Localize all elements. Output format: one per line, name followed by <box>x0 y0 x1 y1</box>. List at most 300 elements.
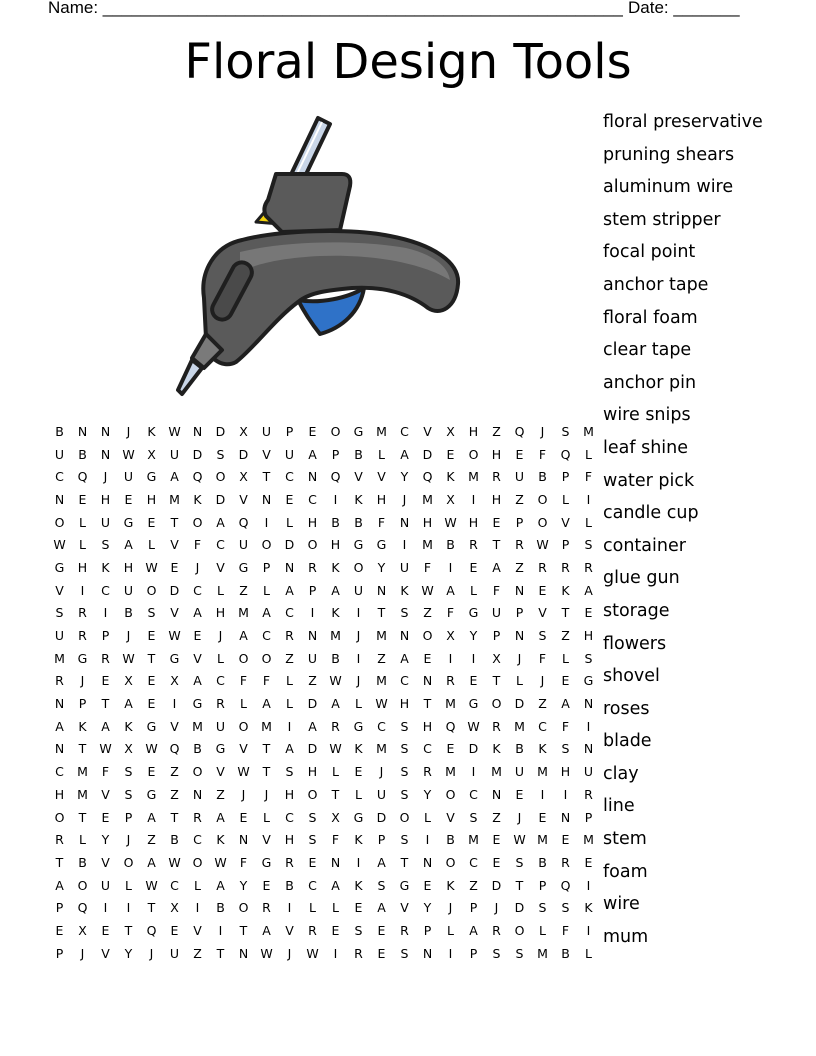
grid-letter: N <box>376 582 387 598</box>
grid-letter: E <box>331 922 340 938</box>
grid-letter: S <box>561 741 570 757</box>
grid-letter: S <box>400 741 409 757</box>
grid-letter: E <box>193 628 202 644</box>
grid-letter: Z <box>492 423 501 439</box>
grid-letter: T <box>239 922 248 938</box>
grid-letter: N <box>307 628 318 644</box>
grid-letter: L <box>263 582 270 598</box>
grid-letter: W <box>214 854 227 870</box>
grid-letter: P <box>308 582 317 598</box>
grid-letter: I <box>356 605 361 621</box>
grid-letter: Q <box>560 877 571 893</box>
grid-letter: O <box>238 900 249 916</box>
grid-letter: W <box>306 945 319 961</box>
grid-letter: L <box>585 446 592 462</box>
grid-letter: B <box>216 900 225 916</box>
grid-letter: W <box>329 741 342 757</box>
word-list-item: focal point <box>603 242 696 263</box>
grid-letter: M <box>445 696 456 712</box>
grid-letter: O <box>215 469 226 485</box>
grid-row <box>48 942 600 965</box>
grid-letter: N <box>54 741 65 757</box>
grid-letter: D <box>468 741 479 757</box>
grid-letter: S <box>400 945 409 961</box>
grid-letter: E <box>78 491 87 507</box>
grid-letter: M <box>537 764 548 780</box>
grid-letter: A <box>561 696 570 712</box>
grid-letter: S <box>515 945 524 961</box>
grid-letter: H <box>376 491 387 507</box>
word-list-item: glue gun <box>603 568 680 589</box>
grid-row <box>48 420 600 443</box>
grid-letter: W <box>145 877 158 893</box>
grid-letter: T <box>147 650 156 666</box>
grid-letter: L <box>585 945 592 961</box>
grid-letter: R <box>55 673 64 689</box>
grid-letter: R <box>101 650 110 666</box>
grid-letter: P <box>584 809 593 825</box>
grid-letter: L <box>470 582 477 598</box>
grid-letter: Q <box>514 423 525 439</box>
word-list-item: clear tape <box>603 340 692 361</box>
grid-letter: W <box>122 650 135 666</box>
grid-letter: L <box>447 922 454 938</box>
grid-letter: N <box>422 854 433 870</box>
grid-letter: N <box>583 741 594 757</box>
grid-letter: E <box>354 900 363 916</box>
grid-letter: G <box>353 423 364 439</box>
grid-letter: K <box>78 718 87 734</box>
grid-letter: M <box>238 605 249 621</box>
grid-letter: M <box>422 491 433 507</box>
grid-letter: T <box>561 605 570 621</box>
grid-letter: N <box>307 469 318 485</box>
grid-letter: J <box>494 900 499 916</box>
grid-letter: D <box>514 900 525 916</box>
grid-letter: O <box>330 423 341 439</box>
grid-letter: H <box>100 491 111 507</box>
grid-letter: N <box>284 559 295 575</box>
grid-letter: E <box>515 446 524 462</box>
grid-letter: O <box>261 650 272 666</box>
grid-letter: L <box>79 832 86 848</box>
word-list-item: leaf shine <box>603 437 689 458</box>
grid-letter: M <box>491 764 502 780</box>
grid-letter: O <box>422 628 433 644</box>
grid-letter: Y <box>377 559 386 575</box>
grid-letter: S <box>308 832 317 848</box>
grid-letter: K <box>216 832 225 848</box>
grid-letter: E <box>584 854 593 870</box>
grid-letter: H <box>491 491 502 507</box>
grid-letter: X <box>239 423 248 439</box>
grid-letter: L <box>332 900 339 916</box>
grid-letter: I <box>586 718 591 734</box>
grid-letter: Z <box>285 650 294 666</box>
grid-letter: Z <box>515 491 524 507</box>
grid-letter: M <box>192 718 203 734</box>
grid-letter: Y <box>400 469 409 485</box>
grid-letter: J <box>126 628 131 644</box>
grid-letter: S <box>561 900 570 916</box>
word-list-item: anchor tape <box>603 274 709 295</box>
grid-letter: U <box>215 718 226 734</box>
grid-letter: B <box>285 877 294 893</box>
grid-letter: T <box>331 786 340 802</box>
grid-letter: L <box>217 582 224 598</box>
grid-letter: P <box>78 696 87 712</box>
grid-letter: V <box>377 469 386 485</box>
grid-letter: K <box>561 582 570 598</box>
grid-letter: C <box>170 877 179 893</box>
grid-letter: R <box>78 628 87 644</box>
word-list-item: line <box>603 796 635 817</box>
name-line: Name: _______________________________________________________ <box>48 0 623 17</box>
grid-letter: P <box>124 809 133 825</box>
grid-letter: H <box>468 514 479 530</box>
grid-letter: T <box>423 696 432 712</box>
grid-letter: U <box>123 582 134 598</box>
grid-letter: F <box>101 764 110 780</box>
grid-letter: W <box>168 423 181 439</box>
grid-letter: R <box>584 786 593 802</box>
grid-letter: B <box>538 469 547 485</box>
grid-letter: A <box>400 650 409 666</box>
grid-letter: C <box>193 582 202 598</box>
grid-letter: G <box>54 559 65 575</box>
grid-letter: R <box>515 537 524 553</box>
grid-letter: A <box>55 718 64 734</box>
grid-letter: E <box>469 559 478 575</box>
grid-letter: O <box>353 559 364 575</box>
grid-letter: L <box>378 446 385 462</box>
grid-letter: A <box>193 673 202 689</box>
grid-letter: I <box>448 650 453 666</box>
grid-letter: H <box>146 491 157 507</box>
grid-letter: D <box>307 741 318 757</box>
grid-letter: T <box>216 945 225 961</box>
grid-letter: V <box>400 900 409 916</box>
grid-letter: Z <box>193 945 202 961</box>
grid-letter: G <box>261 854 272 870</box>
grid-letter: R <box>331 718 340 734</box>
grid-row <box>48 738 600 761</box>
grid-letter: Z <box>170 786 179 802</box>
grid-letter: Z <box>538 696 547 712</box>
grid-letter: Z <box>216 786 225 802</box>
grid-letter: P <box>469 945 478 961</box>
grid-letter: R <box>469 537 478 553</box>
grid-letter: S <box>538 900 547 916</box>
grid-letter: E <box>492 514 501 530</box>
grid-letter: H <box>330 537 341 553</box>
grid-letter: M <box>261 718 272 734</box>
grid-letter: R <box>308 559 317 575</box>
grid-letter: S <box>492 945 501 961</box>
grid-letter: C <box>262 628 271 644</box>
grid-letter: L <box>309 900 316 916</box>
grid-letter: I <box>333 945 338 961</box>
grid-letter: Z <box>515 559 524 575</box>
grid-letter: U <box>54 628 65 644</box>
grid-letter: R <box>285 854 294 870</box>
grid-letter: J <box>287 945 292 961</box>
grid-letter: H <box>123 559 134 575</box>
grid-letter: J <box>379 764 384 780</box>
grid-letter: G <box>468 605 479 621</box>
word-list-item: mum <box>603 926 649 947</box>
grid-row <box>48 874 600 897</box>
grid-letter: U <box>307 650 318 666</box>
grid-letter: M <box>537 945 548 961</box>
grid-letter: C <box>469 854 478 870</box>
grid-letter: K <box>101 559 110 575</box>
grid-letter: T <box>147 900 156 916</box>
grid-letter: U <box>583 764 594 780</box>
grid-letter: N <box>330 854 341 870</box>
grid-letter: B <box>331 514 340 530</box>
grid-letter: M <box>468 469 479 485</box>
grid-letter: E <box>377 945 386 961</box>
grid-letter: Y <box>124 945 133 961</box>
grid-letter: E <box>446 741 455 757</box>
grid-letter: U <box>54 446 65 462</box>
grid-letter: V <box>239 741 248 757</box>
grid-row <box>48 851 600 874</box>
grid-letter: R <box>308 922 317 938</box>
grid-letter: N <box>560 809 571 825</box>
grid-letter: J <box>126 832 131 848</box>
grid-letter: I <box>471 650 476 666</box>
grid-letter: D <box>215 423 226 439</box>
grid-letter: V <box>446 809 455 825</box>
grid-letter: C <box>285 605 294 621</box>
grid-row <box>48 760 600 783</box>
grid-letter: Z <box>492 809 501 825</box>
grid-letter: I <box>356 854 361 870</box>
grid-letter: J <box>448 900 453 916</box>
grid-letter: L <box>332 764 339 780</box>
grid-letter: H <box>307 764 318 780</box>
grid-row <box>48 919 600 942</box>
grid-letter: I <box>103 900 108 916</box>
grid-letter: R <box>193 809 202 825</box>
grid-letter: U <box>100 877 111 893</box>
grid-letter: R <box>538 559 547 575</box>
grid-letter: V <box>101 786 110 802</box>
grid-letter: C <box>400 673 409 689</box>
grid-letter: J <box>126 423 131 439</box>
grid-letter: O <box>238 718 249 734</box>
grid-letter: T <box>377 605 386 621</box>
grid-letter: Y <box>423 786 432 802</box>
grid-letter: Q <box>192 469 203 485</box>
grid-letter: E <box>170 559 179 575</box>
grid-letter: Z <box>423 605 432 621</box>
grid-letter: V <box>216 559 225 575</box>
grid-letter: O <box>514 922 525 938</box>
grid-letter: P <box>377 832 386 848</box>
grid-letter: V <box>170 605 179 621</box>
grid-letter: K <box>446 877 455 893</box>
grid-letter: J <box>195 559 200 575</box>
grid-letter: X <box>170 900 179 916</box>
grid-letter: W <box>168 628 181 644</box>
grid-letter: N <box>261 491 272 507</box>
grid-letter: F <box>538 446 547 462</box>
grid-row <box>48 670 600 693</box>
grid-letter: R <box>561 854 570 870</box>
grid-letter: N <box>54 696 65 712</box>
grid-letter: K <box>538 741 547 757</box>
grid-letter: A <box>469 922 478 938</box>
grid-letter: B <box>354 446 363 462</box>
grid-letter: E <box>147 764 156 780</box>
grid-letter: X <box>124 673 133 689</box>
grid-letter: M <box>514 718 525 734</box>
word-list-item: stem stripper <box>603 209 721 230</box>
grid-letter: I <box>80 582 85 598</box>
grid-letter: A <box>285 741 294 757</box>
grid-letter: Y <box>423 900 432 916</box>
grid-letter: M <box>537 832 548 848</box>
grid-letter: J <box>149 945 154 961</box>
grid-letter: K <box>446 469 455 485</box>
grid-letter: A <box>331 582 340 598</box>
grid-letter: V <box>216 764 225 780</box>
grid-letter: O <box>445 786 456 802</box>
grid-letter: I <box>287 718 292 734</box>
grid-letter: M <box>583 832 594 848</box>
grid-letter: D <box>307 696 318 712</box>
grid-letter: J <box>103 469 108 485</box>
grid-letter: E <box>538 582 547 598</box>
grid-letter: R <box>561 559 570 575</box>
grid-letter: P <box>262 559 271 575</box>
grid-letter: M <box>330 628 341 644</box>
grid-letter: S <box>55 605 64 621</box>
grid-letter: O <box>146 582 157 598</box>
grid-letter: Q <box>169 741 180 757</box>
grid-letter: H <box>307 514 318 530</box>
grid-letter: J <box>218 628 223 644</box>
grid-letter: I <box>287 900 292 916</box>
grid-letter: S <box>584 537 593 553</box>
grid-letter: A <box>285 582 294 598</box>
grid-letter: C <box>308 491 317 507</box>
grid-letter: W <box>467 718 480 734</box>
grid-letter: J <box>264 786 269 802</box>
word-list-item: shovel <box>603 666 660 687</box>
grid-letter: K <box>492 741 501 757</box>
grid-letter: E <box>492 832 501 848</box>
grid-letter: S <box>400 764 409 780</box>
grid-letter: T <box>492 673 501 689</box>
grid-letter: I <box>586 491 591 507</box>
grid-letter: U <box>169 945 180 961</box>
grid-letter: S <box>515 854 524 870</box>
grid-letter: N <box>399 628 410 644</box>
grid-row <box>48 896 600 919</box>
grid-letter: B <box>170 832 179 848</box>
grid-letter: M <box>376 628 387 644</box>
grid-row <box>48 511 600 534</box>
grid-letter: I <box>218 922 223 938</box>
grid-letter: P <box>515 605 524 621</box>
grid-letter: V <box>239 491 248 507</box>
grid-letter: C <box>423 741 432 757</box>
grid-letter: S <box>216 446 225 462</box>
grid-letter: P <box>561 537 570 553</box>
grid-row <box>48 828 600 851</box>
grid-letter: V <box>354 469 363 485</box>
grid-letter: B <box>561 945 570 961</box>
grid-letter: N <box>100 423 111 439</box>
grid-letter: O <box>192 514 203 530</box>
grid-letter: Q <box>146 922 157 938</box>
grid-letter: K <box>584 900 593 916</box>
grid-letter: I <box>471 491 476 507</box>
grid-letter: E <box>147 673 156 689</box>
grid-letter: S <box>124 786 133 802</box>
grid-letter: C <box>55 469 64 485</box>
grid-letter: N <box>491 786 502 802</box>
grid-letter: K <box>354 832 363 848</box>
grid-letter: S <box>538 628 547 644</box>
grid-letter: M <box>169 491 180 507</box>
grid-letter: A <box>331 877 340 893</box>
grid-letter: S <box>400 786 409 802</box>
grid-letter: E <box>446 446 455 462</box>
grid-row <box>48 783 600 806</box>
grid-letter: V <box>170 718 179 734</box>
grid-letter: L <box>286 696 293 712</box>
grid-letter: M <box>583 423 594 439</box>
grid-letter: Z <box>308 673 317 689</box>
grid-letter: K <box>354 877 363 893</box>
grid-letter: T <box>492 537 501 553</box>
grid-letter: E <box>354 764 363 780</box>
grid-letter: L <box>79 514 86 530</box>
grid-letter: G <box>123 514 134 530</box>
grid-letter: V <box>101 854 110 870</box>
grid-letter: A <box>216 877 225 893</box>
grid-letter: W <box>375 696 388 712</box>
grid-letter: O <box>468 446 479 462</box>
grid-letter: H <box>284 832 295 848</box>
word-list-item: pruning shears <box>603 144 735 165</box>
grid-letter: E <box>101 673 110 689</box>
grid-letter: P <box>492 628 501 644</box>
grid-letter: C <box>469 786 478 802</box>
grid-letter: W <box>145 741 158 757</box>
grid-letter: I <box>425 832 430 848</box>
grid-letter: D <box>422 446 433 462</box>
grid-letter: R <box>354 945 363 961</box>
grid-letter: W <box>53 537 66 553</box>
grid-letter: D <box>215 491 226 507</box>
grid-letter: O <box>537 491 548 507</box>
grid-letter: A <box>308 718 317 734</box>
word-list-item: floral preservative <box>603 112 763 132</box>
grid-letter: F <box>262 673 271 689</box>
grid-letter: I <box>586 922 591 938</box>
grid-letter: S <box>400 832 409 848</box>
grid-letter: M <box>376 741 387 757</box>
grid-letter: N <box>399 514 410 530</box>
grid-letter: Q <box>77 900 88 916</box>
grid-letter: H <box>215 605 226 621</box>
